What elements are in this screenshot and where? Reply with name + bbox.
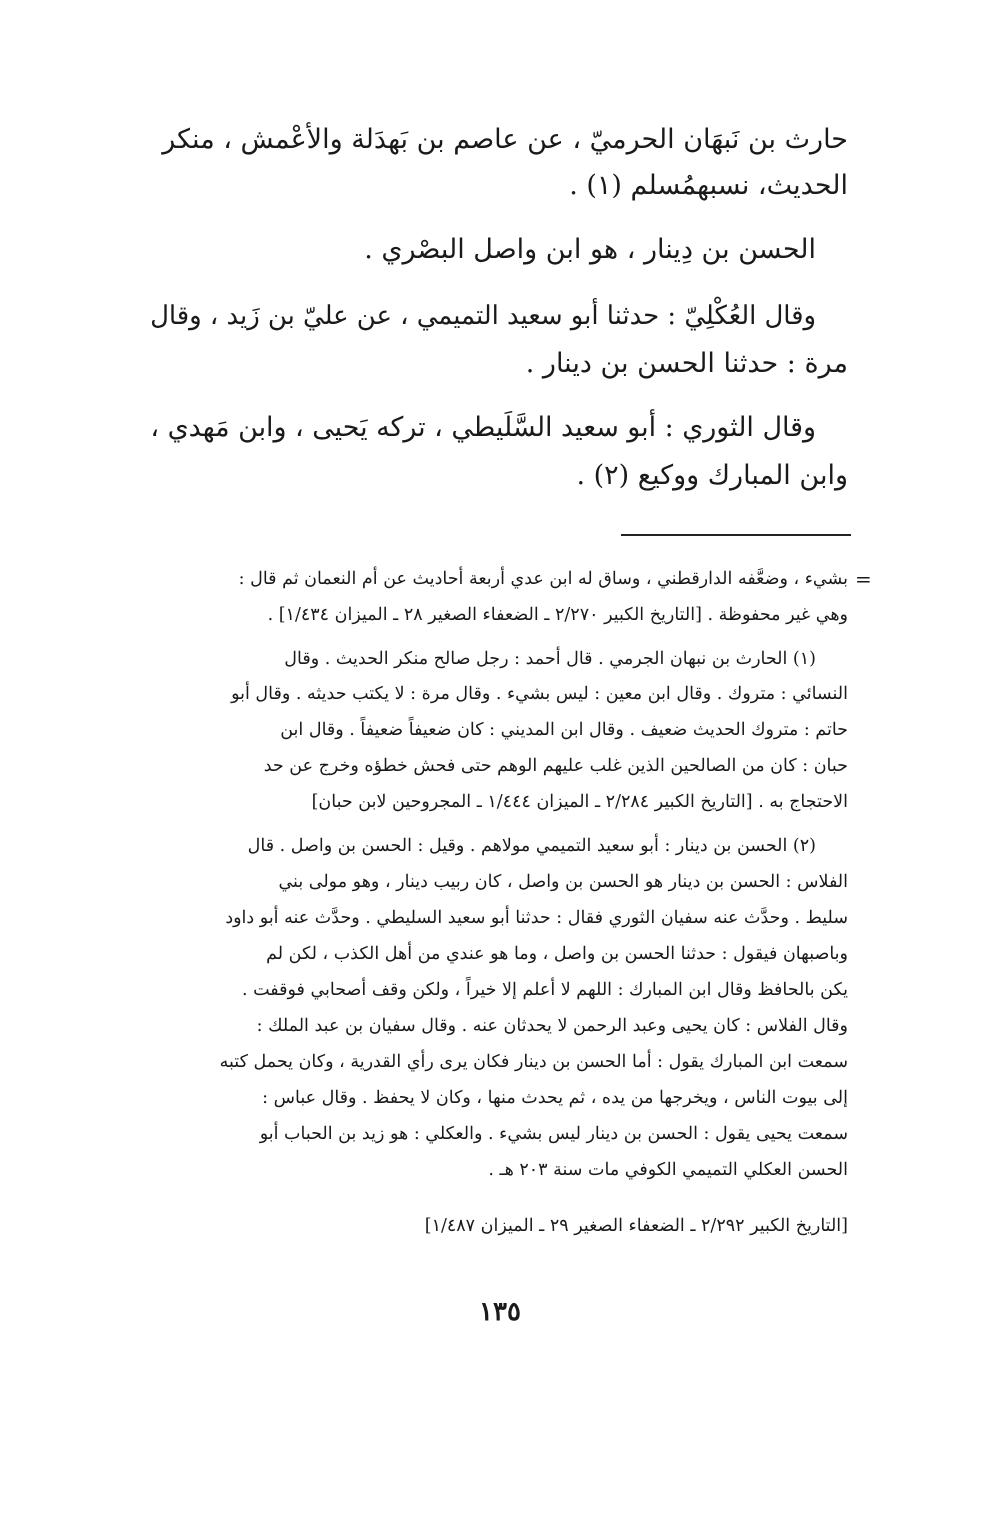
footnote-line: النسائي : متروك . وقال ابن معين : ليس بشيء . وقال مرة : لا يكتب حديثه . وقال أبو xyxy=(231,684,848,704)
footnote-line: وقال الفلاس : كان يحيى وعبد الرحمن لا يحدثان عنه . وقال سفيان بن عبد الملك : xyxy=(256,1016,848,1036)
page-number: ١٣٥ xyxy=(479,1297,521,1327)
footnote-line: حاتم : متروك الحديث ضعيف . وقال ابن المديني : كان ضعيفاً ضعيفاً . وقال ابن xyxy=(280,720,848,740)
footnote-line: (١) الحارث بن نبهان الجرمي . قال أحمد : رجل صالح منكر الحديث . وقال xyxy=(284,649,816,669)
footnote-line: الفلاس : الحسن بن دينار هو الحسن بن واصل ، كان ربيب دينار ، وهو مولى بني xyxy=(278,872,848,892)
main-text-line: وقال العُكْلِيّ : حدثنا أبو سعيد التميمي ، عن عليّ بن زَيد ، وقال xyxy=(150,301,816,331)
footnote-line: إلى بيوت الناس ، ويخرجها من يده ، ثم يحدث منها ، وكان لا يحفظ . وقال عباس : xyxy=(262,1088,848,1108)
footnote-line: [التاريخ الكبير ٢/٢٩٢ ـ الضعفاء الصغير ٢٩ ـ الميزان ١/٤٨٧] xyxy=(424,1216,848,1236)
footnote-line: يكن بالحافظ وقال ابن المبارك : اللهم لا أعلم إلا خيراً ، ولكن وقف أصحابي فوقفت . xyxy=(241,980,848,1000)
footnote-line: بشيء ، وضعَّفه الدارقطني ، وساق له ابن عدي أربعة أحاديث عن أم النعمان ثم قال : xyxy=(238,569,848,589)
footnote-line: حبان : كان من الصالحين الذين غلب عليهم الوهم حتى فحش خطؤه وخرج عن حد xyxy=(263,756,848,776)
main-text-line: مرة : حدثنا الحسن بن دينار . xyxy=(525,348,848,379)
footnote-line: وباصبهان فيقول : حدثنا الحسن بن واصل ، وما هو عندي من أهل الكذب ، لكن لم xyxy=(266,944,848,964)
continuation-mark: = xyxy=(855,567,872,591)
main-text-line: وابن المبارك ووكيع (٢) . xyxy=(576,460,848,491)
footnote-line: الحسن العكلي التميمي الكوفي مات سنة ٢٠٣ هـ . xyxy=(488,1160,848,1180)
footnote-line: الاحتجاج به . [التاريخ الكبير ٢/٢٨٤ ـ الميزان ١/٤٤٤ ـ المجروحين لابن حبان] xyxy=(311,792,848,812)
main-text-line: الحديث، نسبهمُسلم (١) . xyxy=(569,170,848,201)
footnote-line: سمعت يحيى يقول : الحسن بن دينار ليس بشيء . والعكلي : هو زيد بن الحباب أبو xyxy=(259,1124,848,1144)
main-text-line: حارث بن نَبهَان الحرميّ ، عن عاصم بن بَهدَلة والأعْمش ، منكر xyxy=(162,124,848,155)
footnote-line: وهي غير محفوظة . [التاريخ الكبير ٢/٢٧٠ ـ الضعفاء الصغير ٢٨ ـ الميزان ١/٤٣٤] . xyxy=(267,605,848,625)
footnote-separator xyxy=(621,534,851,536)
footnote-line: سمعت ابن المبارك يقول : أما الحسن بن دينار فكان يرى رأي القدرية ، وكان يحمل كتبه xyxy=(219,1052,848,1072)
footnote-line: (٢) الحسن بن دينار : أبو سعيد التميمي مولاهم . وقيل : الحسن بن واصل . قال xyxy=(247,836,816,856)
footnote-line: سليط . وحدَّث عنه سفيان الثوري فقال : حدثنا أبو سعيد السليطي . وحدَّث عنه أبو داود xyxy=(225,908,848,928)
main-text-line: الحسن بن دِينار ، هو ابن واصل البصْري . xyxy=(364,234,816,265)
main-text-line: وقال الثوري : أبو سعيد السَّلَيطي ، تركه يَحيى ، وابن مَهدي ، xyxy=(150,412,816,443)
